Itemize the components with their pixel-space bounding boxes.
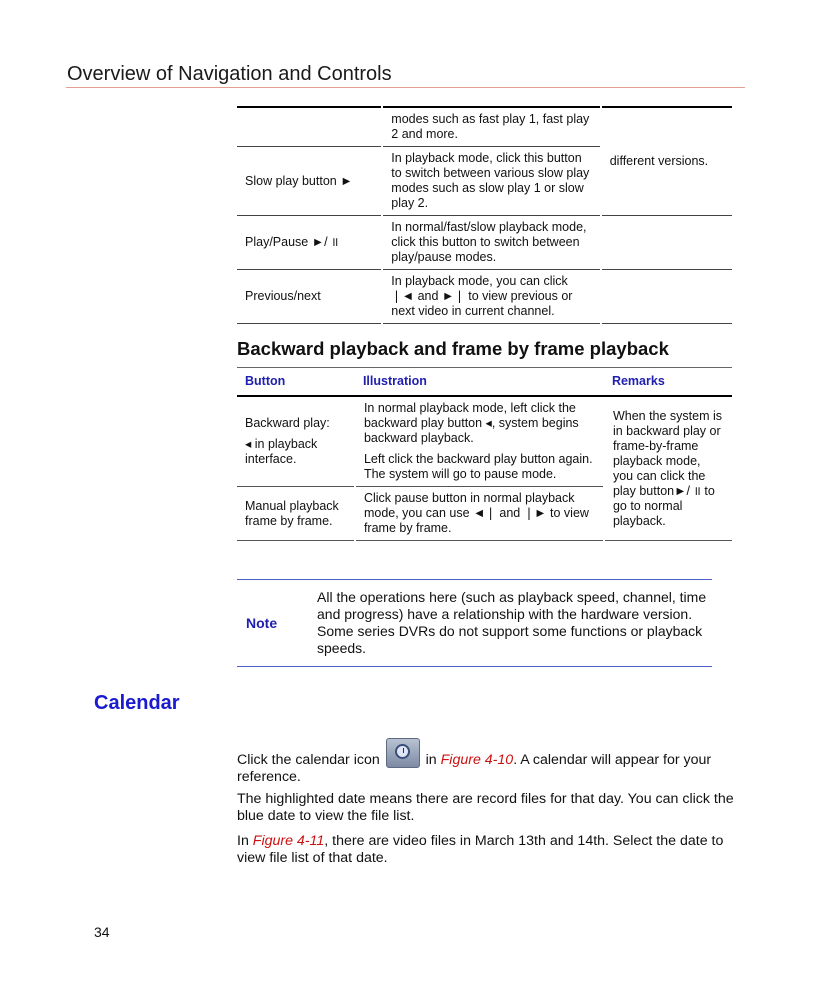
table-cell-remarks-empty [601,216,732,270]
header-divider [66,87,745,88]
text-run: . A calendar will appear for your reference. [237,752,712,785]
text-run: , there are video files in March 13th and 14th. Select the date to view file list of that date. [237,833,724,866]
table-cell-illustration: In playback mode, click this button to switch between various slow play modes such as slow play 1 or slow play 2. [382,147,600,216]
button-line: ◂ in playback interface. [245,437,318,466]
playback-controls-table [237,106,732,324]
note-label: Note [246,615,278,631]
table-cell-illustration: In normal/fast/slow playback mode, click this button to switch between play/pause modes. [382,216,600,270]
backward-playback-table [237,367,732,541]
note-text: All the operations here (such as playback speed, channel, time and progress) have a relationship with the hardware version. Some series DVRs do not support some functions or playback speeds. [317,589,707,656]
text-run: Click the calendar icon [237,752,380,768]
table-cell-button: Manual playback frame by frame. [237,487,355,541]
calendar-paragraph [237,833,737,867]
table-cell-illustration: Click pause button in normal playback mode, you can use ◄❘ and ❘► to view frame by frame. [355,487,604,541]
table-cell-remarks-empty [601,270,732,324]
page-number: 34 [94,924,110,940]
text-run: In [237,833,253,849]
page-header-title: Overview of Navigation and Controls [67,63,392,85]
column-header-illustration: Illustration [355,368,604,397]
figure-reference-link[interactable]: Figure 4-11 [252,833,325,849]
table-cell-illustration: modes such as fast play 1, fast play 2 and more. [382,107,600,147]
calendar-paragraph: The highlighted date means there are record files for that day. You can click the blue date to view the file list. [237,791,734,824]
table-cell-illustration [355,396,604,487]
table-cell-remarks: different versions. [609,154,709,168]
table-cell-button: Slow play button ► [237,147,382,216]
section-heading-calendar: Calendar [94,692,180,714]
figure-reference-link[interactable]: Figure 4-10 [440,752,514,768]
text-run: in [421,752,441,768]
section-heading-backward-playback: Backward playback and frame by frame playback [237,338,669,359]
table-cell-button: Play/Pause ►/ ॥ [237,216,382,270]
illustration-paragraph: In normal playback mode, left click the backward play button ◂, system begins backward playback. [363,401,579,445]
table-cell-illustration: In playback mode, you can click ❘◄ and ►❘ to view previous or next video in current channel. [382,270,600,324]
table-cell-remarks: When the system is in backward play or frame-by-frame playback mode, you can click the play button►/ ॥ to go to normal playback. [604,396,732,541]
illustration-paragraph: Left click the backward play button again. The system will go to pause mode. [363,452,593,481]
column-header-remarks: Remarks [604,368,732,397]
note-box [237,579,712,667]
column-header-button: Button [237,368,355,397]
button-line: Backward play: [245,416,330,430]
calendar-paragraph [237,738,737,786]
table-cell-button [237,107,382,147]
table-cell-button [237,396,355,487]
calendar-clock-icon [386,738,420,768]
table-cell-button: Previous/next [237,270,382,324]
